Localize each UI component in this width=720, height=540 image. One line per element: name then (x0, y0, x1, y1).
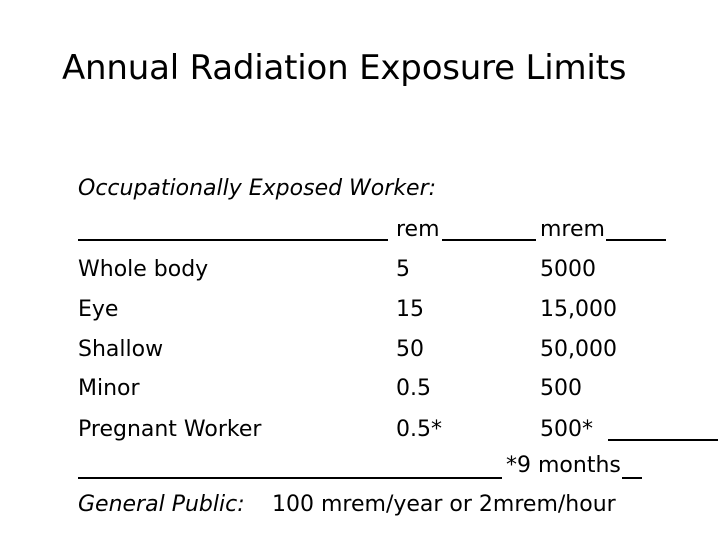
row-label-shallow: Shallow (78, 337, 164, 362)
row-mrem-eye: 15,000 (540, 297, 617, 322)
row-rem-eye: 15 (396, 297, 424, 322)
header-rule-left (78, 239, 388, 241)
row-label-minor: Minor (78, 376, 140, 401)
row-rem-shallow: 50 (396, 337, 424, 362)
general-public-value: 100 mrem/year or 2mrem/hour (272, 492, 616, 517)
general-public-label: General Public: (78, 492, 245, 517)
row-rem-pregnant-worker: 0.5* (396, 417, 442, 442)
header-rule-right (606, 239, 666, 241)
section-heading: Occupationally Exposed Worker: (78, 176, 437, 201)
row-label-pregnant-worker: Pregnant Worker (78, 417, 262, 442)
row-mrem-minor: 500 (540, 376, 582, 401)
row-mrem-pregnant-worker: 500* (540, 417, 593, 442)
slide-title: Annual Radiation Exposure Limits (62, 48, 627, 88)
row-label-eye: Eye (78, 297, 119, 322)
column-header-rem: rem (396, 217, 440, 242)
row-mrem-shallow: 50,000 (540, 337, 617, 362)
footnote: *9 months (506, 453, 621, 478)
row-rem-minor: 0.5 (396, 376, 431, 401)
footnote-rule-right (622, 477, 642, 479)
footnote-rule-left (78, 477, 502, 479)
row-mrem-whole-body: 5000 (540, 257, 596, 282)
row-label-whole-body: Whole body (78, 257, 209, 282)
header-rule-middle (442, 239, 536, 241)
column-header-mrem: mrem (540, 217, 605, 242)
row-rem-whole-body: 5 (396, 257, 410, 282)
pregnant-row-rule (608, 439, 718, 441)
